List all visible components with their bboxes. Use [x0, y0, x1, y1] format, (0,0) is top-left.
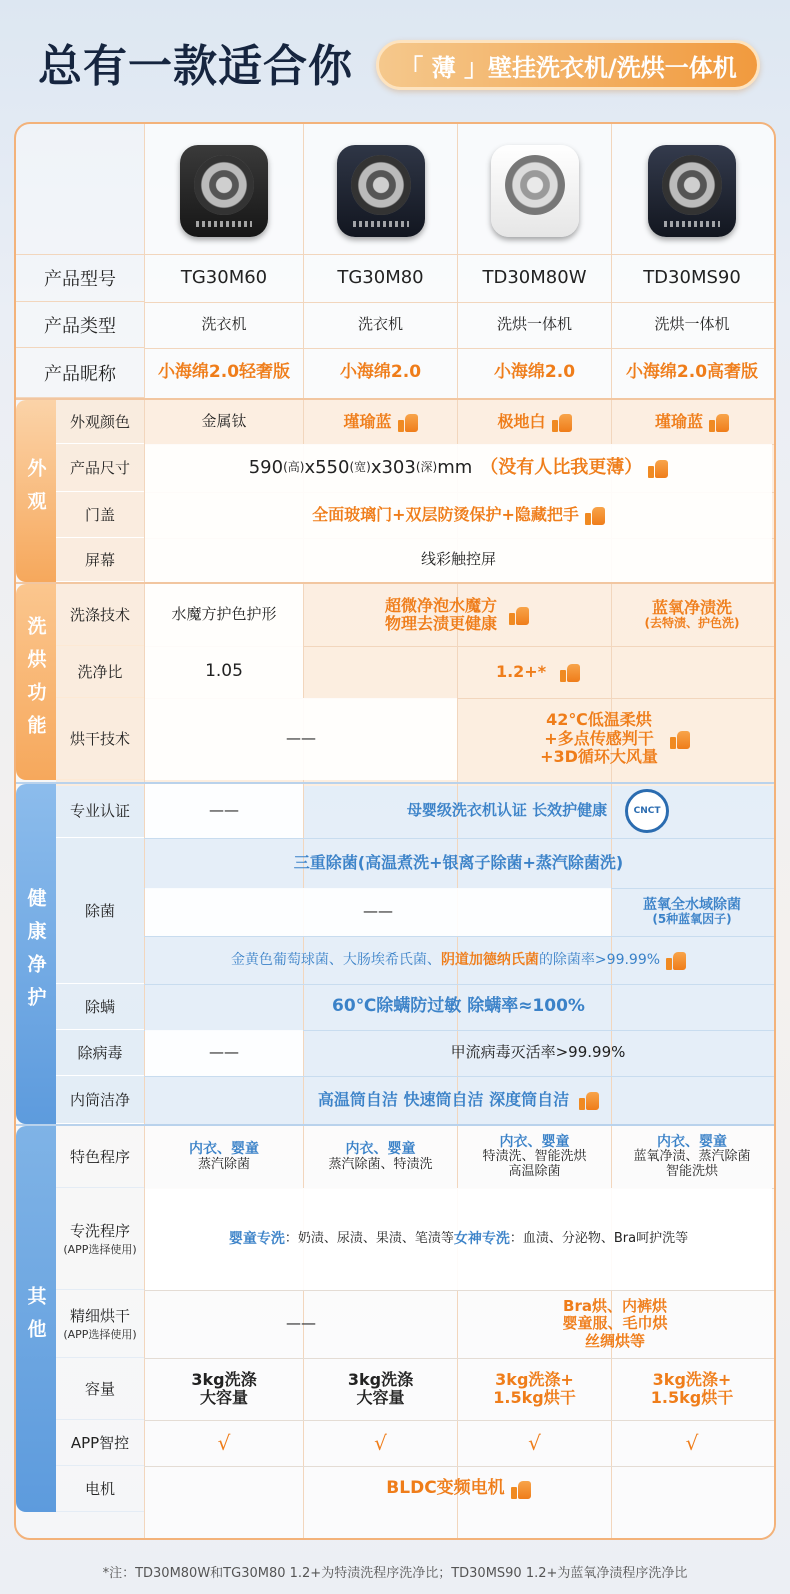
- drum-value: 高温筒自洁 快速筒自洁 深度筒自洁: [145, 1076, 772, 1124]
- row-label-fine-dry: 精细烘干 (APP选择使用): [56, 1290, 144, 1358]
- ratio-234: 1.2+*: [304, 646, 772, 698]
- ratio-1: 1.05: [145, 646, 303, 698]
- type-3: 洗烘一体机: [496, 315, 572, 334]
- fine-dry-34: Bra烘、内裤烘 婴童服、毛巾烘 丝绸烘等: [562, 1297, 668, 1350]
- product-image-1: [145, 130, 303, 252]
- page-title: 总有一款适合你: [38, 41, 353, 92]
- row-label-size: 产品尺寸: [56, 444, 144, 492]
- thumbs-up-icon: [709, 412, 729, 432]
- cert-1: ——: [145, 784, 303, 838]
- thumbs-up-icon: [670, 729, 690, 749]
- row-label-virus: 除病毒: [56, 1030, 144, 1076]
- capacity-3: 3kg洗涤+ 1.5kg烘干: [493, 1369, 576, 1407]
- thumbs-up-icon: [560, 662, 580, 682]
- germ-row1: 三重除菌(高温煮洗+银离子除菌+蒸汽除菌洗): [293, 852, 624, 872]
- motor-value: BLDC变频电机: [145, 1466, 772, 1512]
- thumbs-up-icon: [398, 412, 418, 432]
- row-label-app: APP智控: [56, 1420, 144, 1466]
- row-label-germ: 除菌: [56, 838, 144, 984]
- washer-icon: [337, 145, 425, 237]
- door-value: 全面玻璃门+双层防烫保护+隐藏把手: [145, 492, 772, 538]
- category-look: 外观: [16, 400, 56, 582]
- capacity-2: 3kg洗涤 大容量: [347, 1369, 414, 1407]
- row-label-drum: 内筒洁净: [56, 1076, 144, 1124]
- color-1: 金属钛: [201, 412, 247, 431]
- type-2: 洗衣机: [357, 315, 403, 334]
- virus-1: ——: [145, 1030, 303, 1076]
- category-health: 健康净护: [16, 784, 56, 1124]
- thumbs-up-icon: [511, 1479, 531, 1499]
- row-label-dedicated: 专洗程序 (APP选择使用): [56, 1188, 144, 1290]
- category-function: 洗烘功能: [16, 584, 56, 780]
- mite-value: 60℃除螨防过敏 除螨率≈100%: [332, 996, 585, 1017]
- product-image-3: [458, 130, 611, 252]
- nickname-3: 小海绵2.0: [493, 362, 576, 383]
- washer-icon: [491, 145, 579, 237]
- app-check-3: √: [528, 1430, 541, 1455]
- thumbs-up-icon: [585, 505, 605, 525]
- row-label-ratio: 洗净比: [56, 646, 144, 698]
- model-4: TD30MS90: [643, 266, 741, 288]
- thumbs-up-icon: [552, 412, 572, 432]
- nickname-2: 小海绵2.0: [339, 362, 422, 383]
- header-pill: 「 薄 」壁挂洗衣机/洗烘一体机: [376, 40, 760, 90]
- row-label-wash-tech: 洗涤技术: [56, 584, 144, 646]
- germ-row3: 金黄色葡萄球菌、大肠埃希氏菌、 阴道加德纳氏菌 的除菌率>99.99%: [145, 936, 772, 984]
- row-label-screen: 屏幕: [56, 538, 144, 582]
- thumbs-up-icon: [509, 605, 529, 625]
- color-2: 瑾瑜蓝: [304, 400, 457, 444]
- row-label-type: 产品类型: [16, 302, 144, 348]
- color-4: 瑾瑜蓝: [612, 400, 772, 444]
- germ-row2-123: ——: [145, 888, 611, 936]
- special-4: 内衣、婴童 蓝氧净渍、蒸汽除菌 智能洗烘: [633, 1134, 751, 1180]
- thumbs-up-icon: [648, 458, 668, 478]
- category-other: 其他: [16, 1126, 56, 1512]
- app-check-1: √: [217, 1430, 231, 1455]
- type-4: 洗烘一体机: [654, 315, 730, 334]
- row-label-mite: 除螨: [56, 984, 144, 1030]
- nickname-1: 小海绵2.0轻奢版: [157, 362, 291, 383]
- special-3: 内衣、婴童 特渍洗、智能洗烘 高温除菌: [482, 1134, 587, 1180]
- fine-dry-12: ——: [286, 1314, 316, 1333]
- row-label-model: 产品型号: [16, 254, 144, 302]
- screen-value: 线彩触控屏: [145, 538, 772, 582]
- cert-234: 母婴级洗衣机认证 长效护健康 CNCT: [304, 784, 772, 838]
- model-3: TD30M80W: [482, 266, 587, 288]
- row-label-door: 门盖: [56, 492, 144, 538]
- thumbs-up-icon: [579, 1090, 599, 1110]
- special-2: 内衣、婴童 蒸汽除菌、特渍洗: [328, 1141, 433, 1172]
- germ-row2-4: 蓝氧全水域除菌 (5种蓝氧因子): [643, 897, 741, 927]
- row-label-motor: 电机: [56, 1466, 144, 1512]
- app-check-2: √: [374, 1430, 387, 1455]
- capacity-1: 3kg洗涤 大容量: [191, 1369, 257, 1407]
- capacity-4: 3kg洗涤+ 1.5kg烘干: [650, 1369, 734, 1407]
- row-label-cert: 专业认证: [56, 784, 144, 838]
- row-label-special: 特色程序: [56, 1126, 144, 1188]
- wash-tech-23: 超微净泡水魔方 物理去渍更健康: [304, 584, 610, 646]
- product-image-2: [304, 130, 457, 252]
- thumbs-up-icon: [666, 950, 686, 970]
- wash-tech-1: 水魔方护色护形: [145, 584, 303, 646]
- row-label-color: 外观颜色: [56, 400, 144, 444]
- app-check-4: √: [685, 1430, 699, 1455]
- dry-tech-12: ——: [145, 698, 457, 780]
- row-label-capacity: 容量: [56, 1358, 144, 1420]
- product-image-4: [612, 130, 772, 252]
- row-label-dry-tech: 烘干技术: [56, 698, 144, 780]
- dry-tech-34: 42℃低温柔烘 +多点传感判干 +3D循环大风量: [458, 698, 772, 780]
- special-1: 内衣、婴童 蒸汽除菌: [189, 1141, 259, 1172]
- washer-icon: [180, 145, 268, 237]
- model-1: TG30M60: [180, 266, 268, 288]
- dedicated-value: 婴童专洗 ：奶渍、尿渍、果渍、笔渍等 女神专洗 ：血渍、分泌物、Bra呵护洗等: [145, 1188, 772, 1290]
- color-3: 极地白: [458, 400, 611, 444]
- header: [0, 0, 790, 120]
- footnote: *注：TD30M80W和TG30M80 1.2+为特渍洗程序洗净比；TD30MS90 1.2+为蓝氧净渍程序洗净比: [102, 1566, 688, 1581]
- certification-badge-icon: CNCT: [625, 789, 669, 833]
- type-1: 洗衣机: [201, 315, 247, 334]
- model-2: TG30M80: [337, 266, 424, 288]
- row-label-nickname: 产品昵称: [16, 348, 144, 398]
- washer-icon: [648, 145, 736, 237]
- virus-234: 甲流病毒灭活率>99.99%: [450, 1043, 626, 1062]
- nickname-4: 小海绵2.0高奢版: [625, 362, 759, 383]
- size-value: 590 (高) x550 (宽) x303 (深) mm （没有人比我更薄）: [145, 444, 772, 492]
- wash-tech-4: 蓝氧净渍洗 (去特渍、护色洗): [644, 597, 740, 631]
